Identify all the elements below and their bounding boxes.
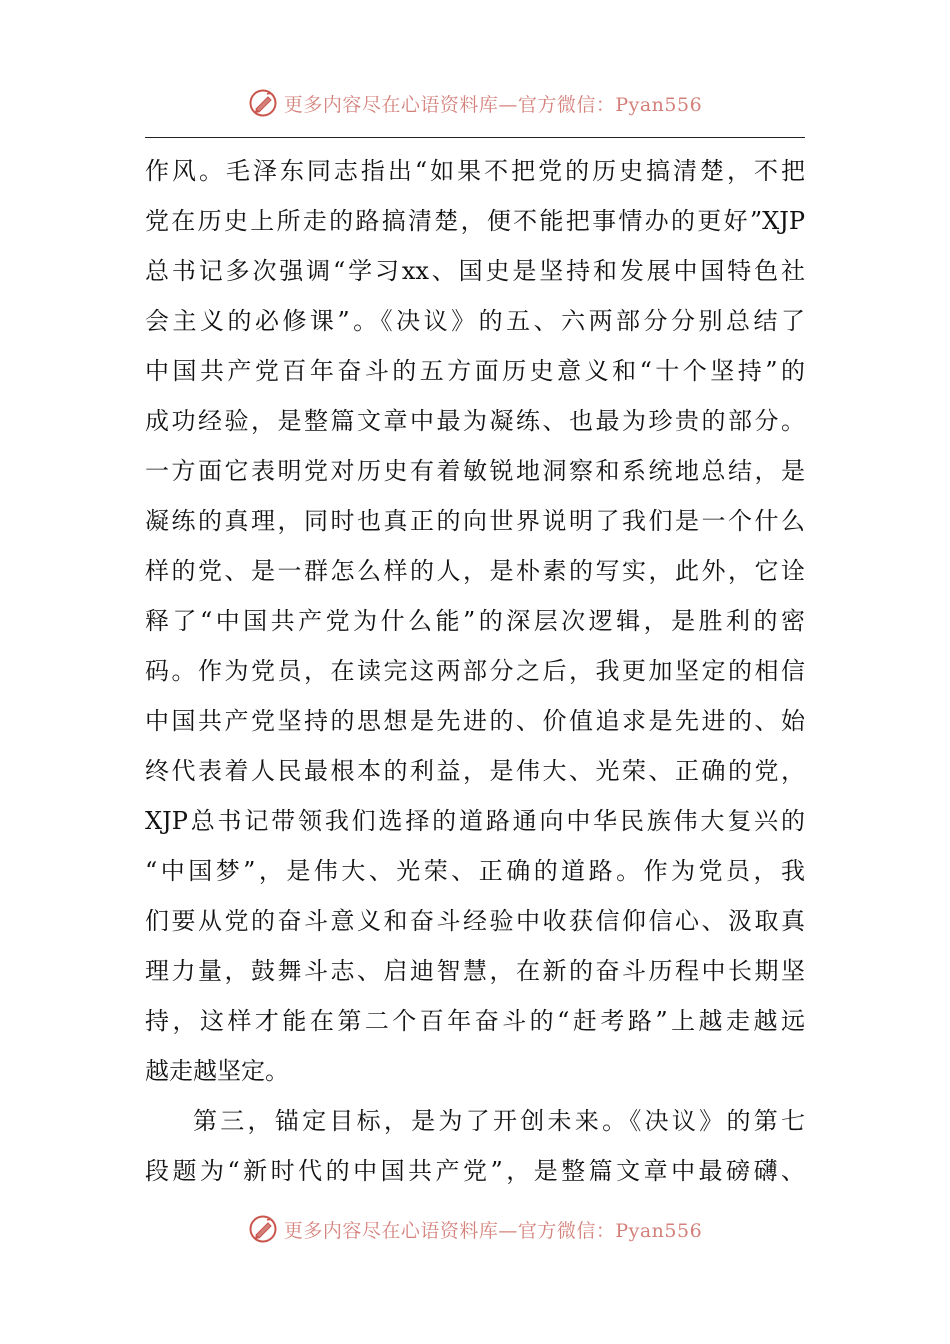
text-line: 持，这样才能在第二个百年奋斗的“赶考路”上越走越远	[145, 1007, 805, 1035]
watermark-text: 更多内容尽在心语资料库—官方微信：Pyan556	[283, 1219, 703, 1242]
pen-seal-icon	[248, 1214, 278, 1244]
text-line: 凝练的真理，同时也真正的向世界说明了我们是一个什么	[145, 507, 805, 535]
text-line: 总书记多次强调“学习xx、国史是坚持和发展中国特色社	[145, 257, 805, 285]
paragraph-end-line: 越走越坚定。	[145, 1057, 289, 1085]
pen-seal-icon	[248, 88, 278, 118]
header-divider	[145, 137, 805, 138]
text-line: 理力量，鼓舞斗志、启迪智慧，在新的奋斗历程中长期坚	[145, 957, 805, 985]
text-line: “中国梦”，是伟大、光荣、正确的道路。作为党员，我	[145, 857, 805, 885]
footer-watermark	[0, 1209, 950, 1249]
text-line: 作风。毛泽东同志指出“如果不把党的历史搞清楚，不把	[145, 157, 805, 185]
text-line: 一方面它表明党对历史有着敏锐地洞察和系统地总结，是	[145, 457, 805, 485]
text-line: 释了“中国共产党为什么能”的深层次逻辑，是胜利的密	[145, 607, 805, 635]
text-line: 中国共产党百年奋斗的五方面历史意义和“十个坚持”的	[145, 357, 805, 385]
text-line: XJP总书记带领我们选择的道路通向中华民族伟大复兴的	[145, 807, 805, 835]
text-line: 样的党、是一群怎么样的人，是朴素的写实，此外，它诠	[145, 557, 805, 585]
text-line: 党在历史上所走的路搞清楚，便不能把事情办的更好”XJP	[145, 207, 805, 235]
text-line: 终代表着人民最根本的利益，是伟大、光荣、正确的党，	[145, 757, 805, 785]
text-line: 会主义的必修课”。《决议》的五、六两部分分别总结了	[145, 307, 805, 335]
text-line: 成功经验，是整篇文章中最为凝练、也最为珍贵的部分。	[145, 407, 805, 435]
text-line: 码。作为党员，在读完这两部分之后，我更加坚定的相信	[145, 657, 805, 685]
text-line: 们要从党的奋斗意义和奋斗经验中收获信仰信心、汲取真	[145, 907, 805, 935]
text-line: 段题为“新时代的中国共产党”，是整篇文章中最磅礴、	[145, 1157, 805, 1185]
header-watermark	[0, 83, 950, 123]
text-line: 中国共产党坚持的思想是先进的、价值追求是先进的、始	[145, 707, 805, 735]
paragraph-start-line: 第三，锚定目标，是为了开创未来。《决议》的第七	[193, 1107, 805, 1135]
watermark-text: 更多内容尽在心语资料库—官方微信：Pyan556	[283, 93, 703, 116]
document-body	[145, 146, 805, 1196]
